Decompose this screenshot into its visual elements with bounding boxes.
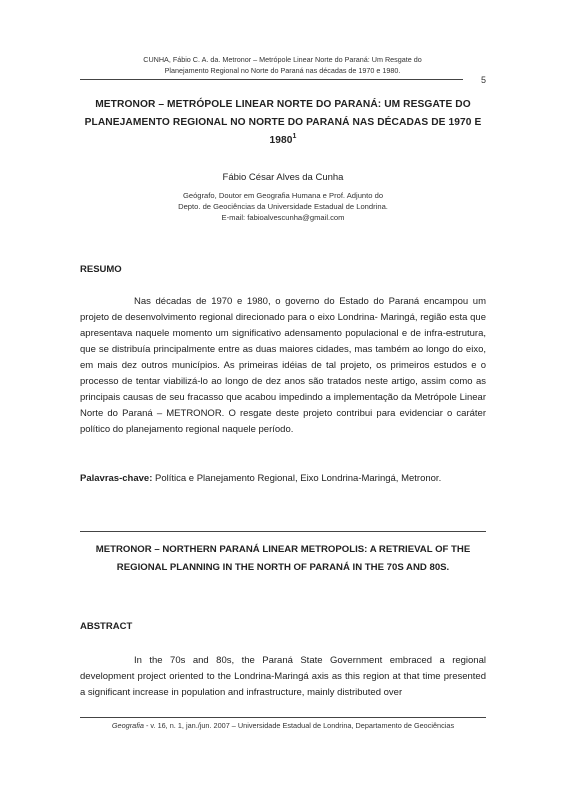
article-title-portuguese <box>80 96 486 150</box>
footer-citation: - v. 16, n. 1, jan./jun. 2007 – Universidade Estadual de Londrina, Departamento de Geociências <box>143 721 455 730</box>
page-footer <box>80 721 486 730</box>
keywords-label: Palavras-chave: <box>80 473 153 484</box>
resumo-body: Nas décadas de 1970 e 1980, o governo do Estado do Paraná encampou um projeto de desenvolvimento regional direcionado para o eixo Londrina- Maringá, região esta que apresentava naquele momento um significativo adensamento populacional e de infra-estrutura, que se distribuía principalmente entre as duas maiores cidades, mas também ao longo do eixo, em mais dez outros municípios. As primeiras idéias de tal projeto, os primeiros estudos e o processo de tentar viabilizá-lo ao longo de dez anos são tratados neste artigo, assim como as principais causas de seu fracasso que acabou impedindo a implementação da Metrópole Linear Norte do Paraná – METRONOR. O resgate deste projeto contribui para evidenciar o caráter político do planejamento regional naquele período. <box>80 296 486 435</box>
header-divider <box>80 79 463 80</box>
author-email: E-mail: fabioalvescunha@gmail.com <box>221 213 345 222</box>
title-footnote-mark: 1 <box>292 133 297 140</box>
footer-journal: Geografia <box>111 721 144 730</box>
running-head-line2: Planejamento Regional no Norte do Paraná nas décadas de 1970 e 1980. <box>164 66 401 75</box>
footer-divider <box>80 717 486 718</box>
running-head-line1: CUNHA, Fábio C. A. da. Metronor – Metrópole Linear Norte do Paraná: Um Resgate do <box>143 55 422 64</box>
author-name: Fábio César Alves da Cunha <box>222 172 344 183</box>
page-number: 5 <box>480 75 486 85</box>
article-title-english: METRONOR – NORTHERN PARANÁ LINEAR METROPOLIS: A RETRIEVAL OF THE REGIONAL PLANNING IN THE NORTH OF PARANÁ IN THE 70S AND 80S. <box>95 544 471 573</box>
resumo-heading: RESUMO <box>80 264 122 275</box>
author-affiliation <box>80 190 486 223</box>
title-text: METRONOR – METRÓPOLE LINEAR NORTE DO PARANÁ: UM RESGATE DO PLANEJAMENTO REGIONAL NO NORTE DO PARANÁ NAS DÉCADAS DE 1970 E 1980 <box>84 99 482 146</box>
affiliation-line2: Depto. de Geociências da Universidade Estadual de Londrina. <box>178 202 388 211</box>
abstract-body: In the 70s and 80s, the Paraná State Government embraced a regional development project oriented to the Londrina-Maringá axis as this region at that time presented a significant increase in population and infrastructure, mainly distributed over <box>80 655 486 698</box>
keywords-list: Política e Planejamento Regional, Eixo Londrina-Maringá, Metronor. <box>152 473 442 484</box>
running-head <box>95 54 470 76</box>
keywords <box>80 471 486 487</box>
abstract-heading: ABSTRACT <box>80 621 133 632</box>
affiliation-line1: Geógrafo, Doutor em Geografia Humana e Prof. Adjunto do <box>182 191 384 200</box>
section-divider <box>80 531 486 532</box>
